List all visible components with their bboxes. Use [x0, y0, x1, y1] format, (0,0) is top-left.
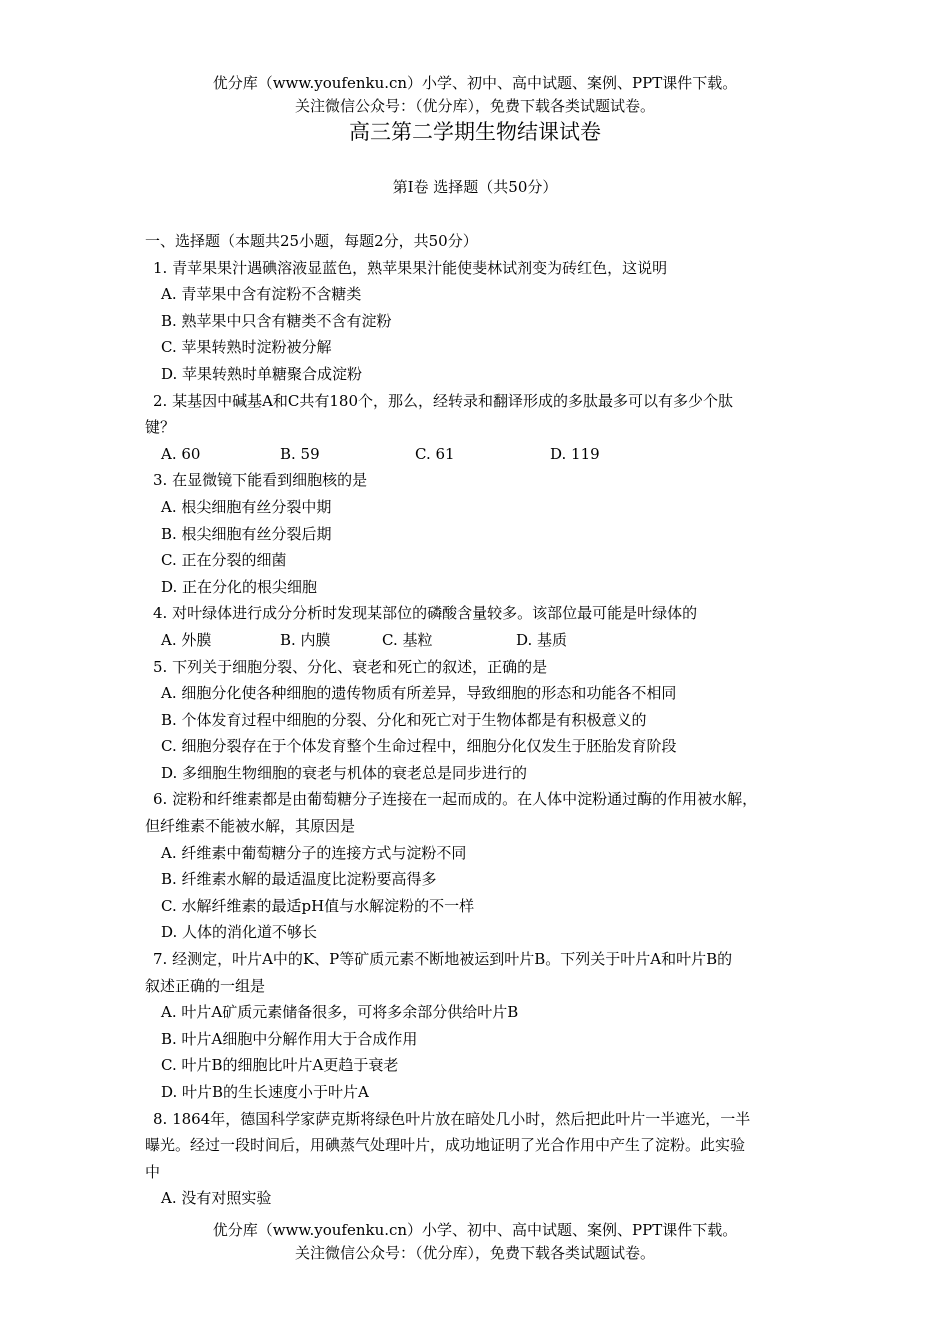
- question-6-option-a: A. 纤维素中葡萄糖分子的连接方式与淀粉不同: [161, 843, 467, 862]
- question-3-option-d: D. 正在分化的根尖细胞: [161, 577, 318, 596]
- question-5-option-b: B. 个体发育过程中细胞的分裂、分化和死亡对于生物体都是有积极意义的: [161, 710, 647, 729]
- question-7-option-a: A. 叶片A矿质元素储备很多，可将多余部分供给叶片B: [161, 1003, 519, 1022]
- question-3-option-a: A. 根尖细胞有丝分裂中期: [161, 497, 332, 516]
- question-1-stem: 1. 青苹果果汁遇碘溶液显蓝色，熟苹果果汁能使斐林试剂变为砖红色，这说明: [153, 258, 668, 277]
- question-2-option-b: B. 59: [280, 444, 320, 463]
- question-8-stem: 8. 1864年，德国科学家萨克斯将绿色叶片放在暗处几小时，然后把此叶片一半遮光，一半: [153, 1109, 751, 1128]
- question-1-option-c: C. 苹果转熟时淀粉被分解: [161, 338, 332, 357]
- question-6-option-c: C. 水解纤维素的最适pH值与水解淀粉的不一样: [161, 896, 475, 915]
- question-5-option-d: D. 多细胞生物细胞的衰老与机体的衰老总是同步进行的: [161, 763, 528, 782]
- header-line-2: 关注微信公众号：（优分库），免费下载各类试题试卷。: [294, 97, 655, 115]
- question-4-option-c: C. 基粒: [382, 630, 433, 649]
- question-1-option-d: D. 苹果转熟时单糖聚合成淀粉: [161, 364, 363, 383]
- question-7-option-b: B. 叶片A细胞中分解作用大于合成作用: [161, 1029, 418, 1048]
- question-8-option-a: A. 没有对照实验: [161, 1189, 272, 1208]
- footer-line-2: 关注微信公众号：（优分库），免费下载各类试题试卷。: [294, 1244, 655, 1262]
- question-7-stem: 7. 经测定，叶片A中的K、P等矿质元素不断地被运到叶片B。下列关于叶片A和叶片B的: [153, 950, 733, 969]
- question-5-option-c: C. 细胞分裂存在于个体发育整个生命过程中，细胞分化仅发生于胚胎发育阶段: [161, 737, 677, 756]
- question-7-stem-continued: 叙述正确的一组是: [145, 976, 266, 995]
- question-7-option-d: D. 叶片B的生长速度小于叶片A: [161, 1083, 369, 1101]
- question-3-stem: 3. 在显微镜下能看到细胞核的是: [153, 471, 368, 490]
- page-header: [0, 72, 950, 118]
- exam-subtitle: 第I卷 选择题（共50分）: [392, 178, 558, 196]
- question-2-options: [145, 441, 815, 468]
- question-4-option-b: B. 内膜: [280, 630, 331, 649]
- question-1-option-a: A. 青苹果中含有淀粉不含糖类: [161, 285, 362, 304]
- question-4-options: [145, 627, 815, 654]
- question-3-option-c: C. 正在分裂的细菌: [161, 551, 287, 570]
- question-2-option-a: A. 60: [161, 444, 201, 463]
- question-1-option-b: B. 熟苹果中只含有糖类不含有淀粉: [161, 311, 392, 330]
- question-7-option-c: C. 叶片B的细胞比叶片A更趋于衰老: [161, 1056, 399, 1075]
- question-3-option-b: B. 根尖细胞有丝分裂后期: [161, 524, 332, 543]
- question-4-option-d: D. 基质: [516, 630, 568, 649]
- question-6-stem-continued: 但纤维素不能被水解，其原因是: [145, 817, 356, 836]
- question-6-stem: 6. 淀粉和纤维素都是由葡萄糖分子连接在一起而成的。在人体中淀粉通过酶的作用被水解，: [153, 790, 758, 809]
- section-heading: 一、选择题（本题共25小题，每题2分，共50分）: [145, 232, 478, 250]
- question-4-option-a: A. 外膜: [161, 630, 212, 649]
- question-5-stem: 5. 下列关于细胞分裂、分化、衰老和死亡的叙述，正确的是: [153, 657, 548, 676]
- header-line-1: 优分库（www.youfenku.cn）小学、初中、高中试题、案例、PPT课件下载。: [212, 74, 738, 92]
- question-6-option-d: D. 人体的消化道不够长: [161, 923, 318, 942]
- question-8-stem-continued-1: 曝光。经过一段时间后，用碘蒸气处理叶片，成功地证明了光合作用中产生了淀粉。此实验: [145, 1136, 746, 1155]
- question-4-stem: 4. 对叶绿体进行成分分析时发现某部位的磷酸含量较多。该部位最可能是叶绿体的: [153, 604, 698, 623]
- exam-content: [145, 228, 815, 1212]
- question-6-option-b: B. 纤维素水解的最适温度比淀粉要高得多: [161, 870, 437, 889]
- question-5-option-a: A. 细胞分化使各种细胞的遗传物质有所差异，导致细胞的形态和功能各不相同: [161, 684, 677, 703]
- question-8-stem-continued-2: 中: [145, 1162, 161, 1181]
- page-footer: [0, 1219, 950, 1265]
- footer-line-1: 优分库（www.youfenku.cn）小学、初中、高中试题、案例、PPT课件下载。: [212, 1221, 738, 1239]
- exam-title: 高三第二学期生物结课试卷: [349, 120, 601, 144]
- question-2-stem: 2. 某基因中碱基A和C共有180个，那么，经转录和翻译形成的多肽最多可以有多少个肽: [153, 391, 734, 410]
- question-2-stem-continued: 键？: [145, 418, 176, 437]
- question-2-option-d: D. 119: [550, 444, 600, 463]
- question-2-option-c: C. 61: [415, 444, 455, 463]
